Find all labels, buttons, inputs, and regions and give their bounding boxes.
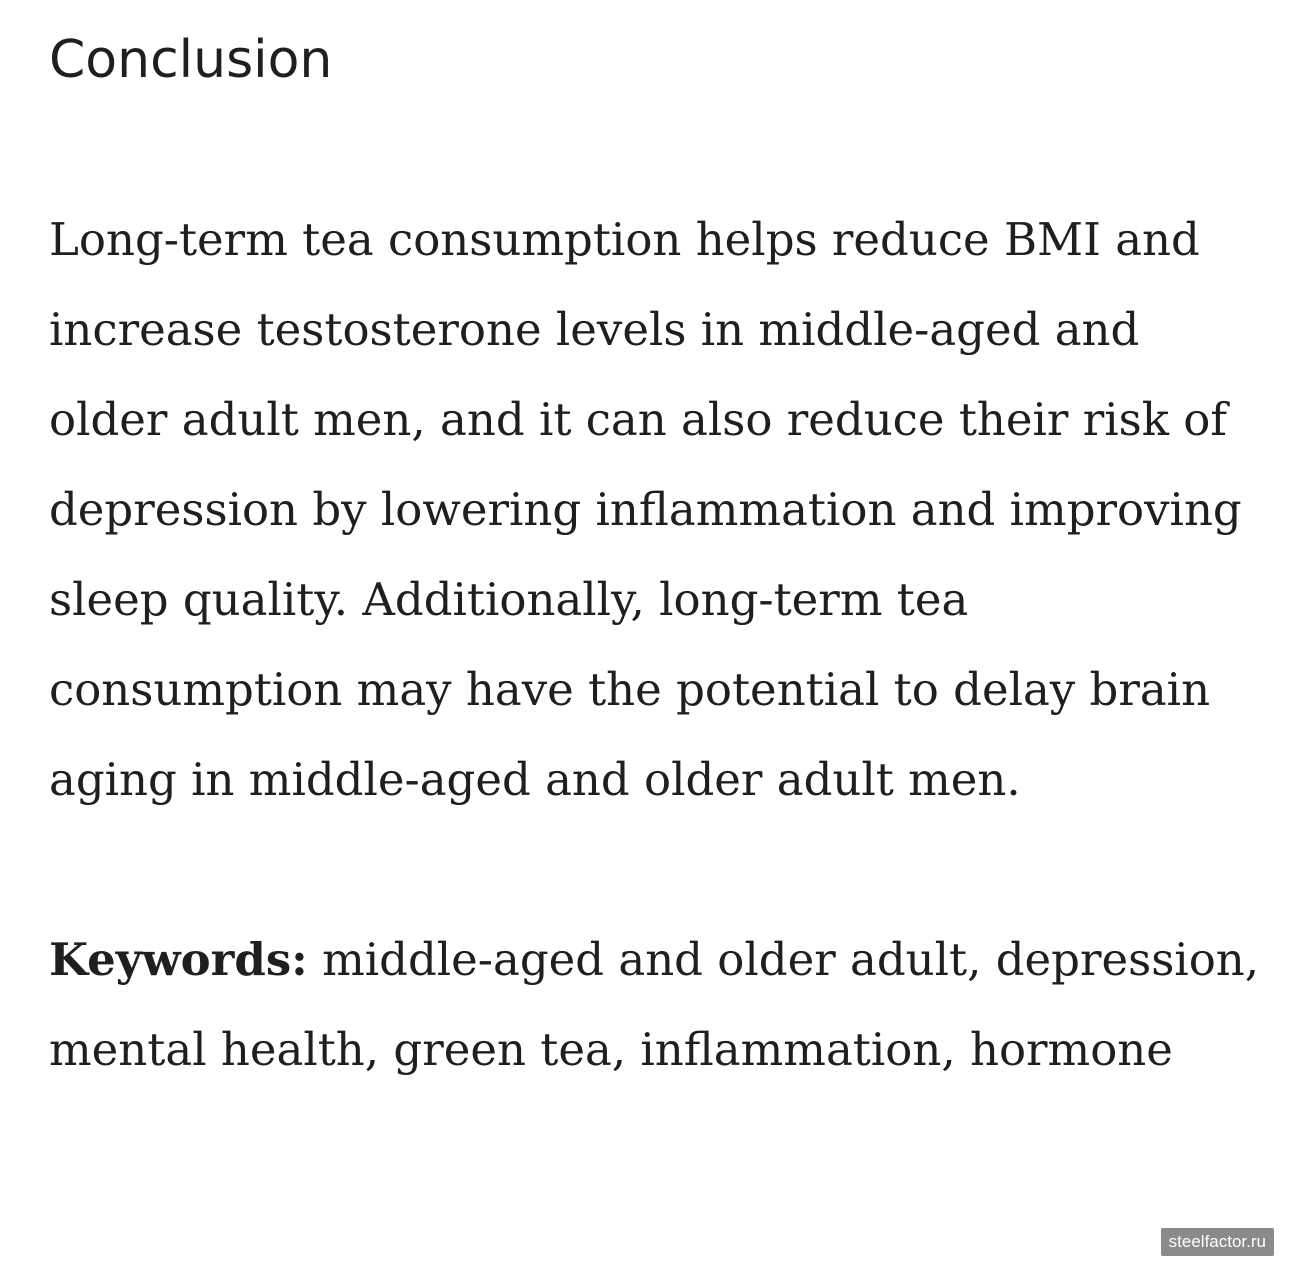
- watermark-badge: steelfactor.ru: [1161, 1228, 1274, 1256]
- keywords-label: Keywords:: [49, 933, 308, 986]
- section-heading: Conclusion: [49, 30, 333, 90]
- keywords-list: middle-aged and older adult, depression, mental health, green tea, inflammation, hormone: [49, 933, 1260, 1076]
- conclusion-paragraph: Long-term tea consumption helps reduce BMI and increase testosterone levels in middle-aged and older adult men, and it can also reduce their risk of depression by lowering inflammation and improving sleep quality. Additionally, long-term tea consumption may have the potential to delay brain aging in middle-aged and older adult men.: [49, 213, 1242, 806]
- keywords-paragraph: [49, 915, 1264, 1095]
